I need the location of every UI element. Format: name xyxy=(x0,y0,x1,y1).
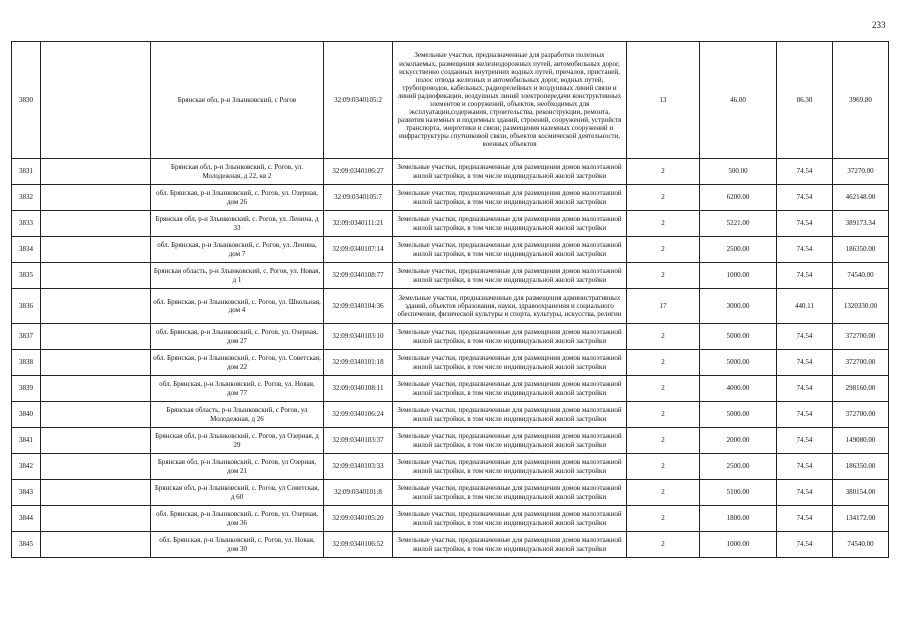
area-cell: 2500.00 xyxy=(700,454,777,480)
address-cell: обл. Брянская, р-н Злынковский, с. Рогов, ул. Озерная, дом 27 xyxy=(151,324,324,350)
cadastral-number-cell: 32:09:0340108:77 xyxy=(324,263,393,289)
rate-cell: 74.54 xyxy=(777,159,833,185)
address-cell: обл. Брянская, р-н Злынковский, с. Рогов, ул. Ленина, дом 7 xyxy=(151,237,324,263)
row-number-cell: 3839 xyxy=(12,376,41,402)
empty-cell xyxy=(41,159,151,185)
group-cell: 2 xyxy=(627,350,700,376)
cadastral-number-cell: 32:09:0340111:21 xyxy=(324,211,393,237)
table-row xyxy=(12,263,889,289)
group-cell: 2 xyxy=(627,376,700,402)
empty-cell xyxy=(41,324,151,350)
row-number-cell: 3834 xyxy=(12,237,41,263)
land-use-cell: Земельные участки, предназначенные для разработки полезных ископаемых, размещения железнодорожных путей, автомобильных дорог, искусственно созданных внутренних водных путей, причалов, пристаней, полос отвода железных и автомобильных дорог, водных путей, трубопроводов, кабельных, радиорелейных и воздушных линий связи и линий радиофикации, воздушных линий электропередачи конструктивных элементов и сооружений, объектов, необходимых для эксплуатации,содержания, строительства, реконструкции, ремонта, развития наземных и подземных зданий, строений, сооружений, устройств транспорта, энергетики и связи; размещения наземных сооружений и инфраструктуры спутниковой связи, объектов космической деятельности, военных объектов xyxy=(393,42,627,159)
land-use-cell: Земельные участки, предназначенные для размещения административных зданий, объектов образования, науки, здравоохранения и социального обеспечения, физической культуры и спорта, культуры, искусства, религии xyxy=(393,289,627,324)
group-cell: 17 xyxy=(627,289,700,324)
cadastral-number-cell: 32:09:0340103:33 xyxy=(324,454,393,480)
row-number-cell: 3833 xyxy=(12,211,41,237)
table-row xyxy=(12,324,889,350)
row-number-cell: 3840 xyxy=(12,402,41,428)
land-use-cell: Земельные участки, предназначенные для размещения домов малоэтажной жилой застройки, в том числе индивидуальной жилой застройки xyxy=(393,324,627,350)
area-cell: 2000.00 xyxy=(700,428,777,454)
cadastral-number-cell: 32:09:0340103:10 xyxy=(324,324,393,350)
land-use-cell: Земельные участки, предназначенные для размещения домов малоэтажной жилой застройки, в том числе индивидуальной жилой застройки xyxy=(393,428,627,454)
cadastral-number-cell: 32:09:0340106:27 xyxy=(324,159,393,185)
empty-cell xyxy=(41,506,151,532)
cadastral-number-cell: 32:09:0340106:52 xyxy=(324,532,393,558)
area-cell: 46.00 xyxy=(700,42,777,159)
empty-cell xyxy=(41,289,151,324)
address-cell: обл. Брянская, р-н Злынковский, с. Рогов, ул. Школьная, дом 4 xyxy=(151,289,324,324)
value-cell: 134172.00 xyxy=(833,506,889,532)
area-cell: 5000.00 xyxy=(700,350,777,376)
empty-cell xyxy=(41,185,151,211)
cadastral-number-cell: 32:09:0340104:36 xyxy=(324,289,393,324)
land-use-cell: Земельные участки, предназначенные для размещения домов малоэтажной жилой застройки, в том числе индивидуальной жилой застройки xyxy=(393,237,627,263)
empty-cell xyxy=(41,532,151,558)
cadastral-number-cell: 32:09:0340101:18 xyxy=(324,350,393,376)
value-cell: 372700.00 xyxy=(833,350,889,376)
row-number-cell: 3830 xyxy=(12,42,41,159)
address-cell: обл. Брянская, р-н Злынковский, с. Рогов, ул. Новая, дом 30 xyxy=(151,532,324,558)
group-cell: 2 xyxy=(627,237,700,263)
rate-cell: 74.54 xyxy=(777,402,833,428)
address-cell: Брянская обл, р-н Злынковский, с. Рогов, ул Озерная, д 29 xyxy=(151,428,324,454)
cadastral-number-cell: 32:09:0340103:37 xyxy=(324,428,393,454)
area-cell: 2500.00 xyxy=(700,237,777,263)
rate-cell: 74.54 xyxy=(777,532,833,558)
empty-cell xyxy=(41,350,151,376)
address-cell: Брянская обл, р-н Злынковский, с. Рогов, ул. Молодежная, д 22, кв 2 xyxy=(151,159,324,185)
group-cell: 2 xyxy=(627,532,700,558)
area-cell: 4000.00 xyxy=(700,376,777,402)
value-cell: 372700.00 xyxy=(833,402,889,428)
empty-cell xyxy=(41,42,151,159)
group-cell: 2 xyxy=(627,428,700,454)
area-cell: 1000.00 xyxy=(700,532,777,558)
row-number-cell: 3837 xyxy=(12,324,41,350)
value-cell: 186350.00 xyxy=(833,454,889,480)
group-cell: 2 xyxy=(627,454,700,480)
cadastral-number-cell: 32:09:0340108:11 xyxy=(324,376,393,402)
group-cell: 13 xyxy=(627,42,700,159)
group-cell: 2 xyxy=(627,159,700,185)
table-row xyxy=(12,428,889,454)
table-row xyxy=(12,532,889,558)
table-row xyxy=(12,237,889,263)
area-cell: 1000.00 xyxy=(700,263,777,289)
land-use-cell: Земельные участки, предназначенные для размещения домов малоэтажной жилой застройки, в том числе индивидуальной жилой застройки xyxy=(393,211,627,237)
cadastral-number-cell: 32:09:0340106:24 xyxy=(324,402,393,428)
empty-cell xyxy=(41,211,151,237)
rate-cell: 74.54 xyxy=(777,480,833,506)
rate-cell: 74.54 xyxy=(777,324,833,350)
area-cell: 5000.00 xyxy=(700,324,777,350)
value-cell: 3969.80 xyxy=(833,42,889,159)
rate-cell: 74.54 xyxy=(777,211,833,237)
land-use-cell: Земельные участки, предназначенные для размещения домов малоэтажной жилой застройки, в том числе индивидуальной жилой застройки xyxy=(393,480,627,506)
value-cell: 74540.00 xyxy=(833,532,889,558)
area-cell: 6200.00 xyxy=(700,185,777,211)
table-row xyxy=(12,289,889,324)
page-number: 233 xyxy=(872,20,886,30)
address-cell: Брянская обл, р-н Злынковский, с Рогов xyxy=(151,42,324,159)
rate-cell: 74.54 xyxy=(777,506,833,532)
land-use-cell: Земельные участки, предназначенные для размещения домов малоэтажной жилой застройки, в том числе индивидуальной жилой застройки xyxy=(393,159,627,185)
value-cell: 1320330.00 xyxy=(833,289,889,324)
land-use-cell: Земельные участки, предназначенные для размещения домов малоэтажной жилой застройки, в том числе индивидуальной жилой застройки xyxy=(393,376,627,402)
table-row xyxy=(12,350,889,376)
address-cell: Брянская обл, р-н Злынковский, с. Рогов, ул Советская, д 60 xyxy=(151,480,324,506)
address-cell: Брянская обл, р-н Злынковский, с. Рогов, ул Озерная, дом 21 xyxy=(151,454,324,480)
area-cell: 500.00 xyxy=(700,159,777,185)
table-row xyxy=(12,42,889,159)
table-row xyxy=(12,480,889,506)
value-cell: 462148.00 xyxy=(833,185,889,211)
empty-cell xyxy=(41,480,151,506)
row-number-cell: 3836 xyxy=(12,289,41,324)
address-cell: обл. Брянская, р-н Злынковский, с. Рогов, ул. Новая, дом 77 xyxy=(151,376,324,402)
area-cell: 5000.00 xyxy=(700,402,777,428)
land-use-cell: Земельные участки, предназначенные для размещения домов малоэтажной жилой застройки, в том числе индивидуальной жилой застройки xyxy=(393,532,627,558)
table-row xyxy=(12,402,889,428)
rate-cell: 74.54 xyxy=(777,454,833,480)
row-number-cell: 3845 xyxy=(12,532,41,558)
rate-cell: 74.54 xyxy=(777,350,833,376)
rate-cell: 74.54 xyxy=(777,428,833,454)
land-use-cell: Земельные участки, предназначенные для размещения домов малоэтажной жилой застройки, в том числе индивидуальной жилой застройки xyxy=(393,402,627,428)
rate-cell: 74.54 xyxy=(777,237,833,263)
address-cell: Брянская область, р-н Злынковский, с Рогов, ул Молодежная, д 26 xyxy=(151,402,324,428)
rate-cell: 74.54 xyxy=(777,185,833,211)
address-cell: обл. Брянская, р-н Злынковский, с. Рогов, ул. Озерная, дом 26 xyxy=(151,185,324,211)
address-cell: Брянская обл, р-н Злынковский, с. Рогов, ул. Ленина, д 33 xyxy=(151,211,324,237)
row-number-cell: 3844 xyxy=(12,506,41,532)
group-cell: 2 xyxy=(627,402,700,428)
land-use-cell: Земельные участки, предназначенные для размещения домов малоэтажной жилой застройки, в том числе индивидуальной жилой застройки xyxy=(393,263,627,289)
empty-cell xyxy=(41,237,151,263)
empty-cell xyxy=(41,428,151,454)
row-number-cell: 3843 xyxy=(12,480,41,506)
row-number-cell: 3838 xyxy=(12,350,41,376)
empty-cell xyxy=(41,454,151,480)
area-cell: 5100.00 xyxy=(700,480,777,506)
cadastral-number-cell: 32:09:0340107:14 xyxy=(324,237,393,263)
group-cell: 2 xyxy=(627,480,700,506)
area-cell: 1800.00 xyxy=(700,506,777,532)
rate-cell: 74.54 xyxy=(777,376,833,402)
cadastral-number-cell: 32:09:0340101:8 xyxy=(324,480,393,506)
address-cell: обл. Брянская, р-н Злынковский, с. Рогов, ул. Советская, дом 22 xyxy=(151,350,324,376)
area-cell: 5221.00 xyxy=(700,211,777,237)
group-cell: 2 xyxy=(627,185,700,211)
table-row xyxy=(12,376,889,402)
row-number-cell: 3835 xyxy=(12,263,41,289)
value-cell: 389173.34 xyxy=(833,211,889,237)
row-number-cell: 3842 xyxy=(12,454,41,480)
cadastral-number-cell: 32:09:0340105:2 xyxy=(324,42,393,159)
cadastral-number-cell: 32:09:0340105:7 xyxy=(324,185,393,211)
value-cell: 74540.00 xyxy=(833,263,889,289)
empty-cell xyxy=(41,376,151,402)
address-cell: Брянская область, р-н Злынковский, с. Рогов, ул. Новая, д 1 xyxy=(151,263,324,289)
value-cell: 372700.00 xyxy=(833,324,889,350)
land-use-cell: Земельные участки, предназначенные для размещения домов малоэтажной жилой застройки, в том числе индивидуальной жилой застройки xyxy=(393,506,627,532)
cadastral-number-cell: 32:09:0340105:20 xyxy=(324,506,393,532)
row-number-cell: 3831 xyxy=(12,159,41,185)
land-cadastral-table xyxy=(11,41,889,558)
table-row xyxy=(12,506,889,532)
row-number-cell: 3841 xyxy=(12,428,41,454)
area-cell: 3000.00 xyxy=(700,289,777,324)
rate-cell: 74.54 xyxy=(777,263,833,289)
value-cell: 298160.00 xyxy=(833,376,889,402)
empty-cell xyxy=(41,402,151,428)
group-cell: 2 xyxy=(627,263,700,289)
value-cell: 186350.00 xyxy=(833,237,889,263)
rate-cell: 440.11 xyxy=(777,289,833,324)
land-use-cell: Земельные участки, предназначенные для размещения домов малоэтажной жилой застройки, в том числе индивидуальной жилой застройки xyxy=(393,350,627,376)
table-row xyxy=(12,211,889,237)
table-row xyxy=(12,159,889,185)
land-use-cell: Земельные участки, предназначенные для размещения домов малоэтажной жилой застройки, в том числе индивидуальной жилой застройки xyxy=(393,185,627,211)
table-row xyxy=(12,454,889,480)
rate-cell: 86.30 xyxy=(777,42,833,159)
group-cell: 2 xyxy=(627,324,700,350)
address-cell: обл. Брянская, р-н Злынковский, с. Рогов, ул. Озерная, дом 36 xyxy=(151,506,324,532)
group-cell: 2 xyxy=(627,211,700,237)
empty-cell xyxy=(41,263,151,289)
table-row xyxy=(12,185,889,211)
row-number-cell: 3832 xyxy=(12,185,41,211)
value-cell: 37270.00 xyxy=(833,159,889,185)
land-use-cell: Земельные участки, предназначенные для размещения домов малоэтажной жилой застройки, в том числе индивидуальной жилой застройки xyxy=(393,454,627,480)
group-cell: 2 xyxy=(627,506,700,532)
value-cell: 149080.00 xyxy=(833,428,889,454)
value-cell: 380154.00 xyxy=(833,480,889,506)
